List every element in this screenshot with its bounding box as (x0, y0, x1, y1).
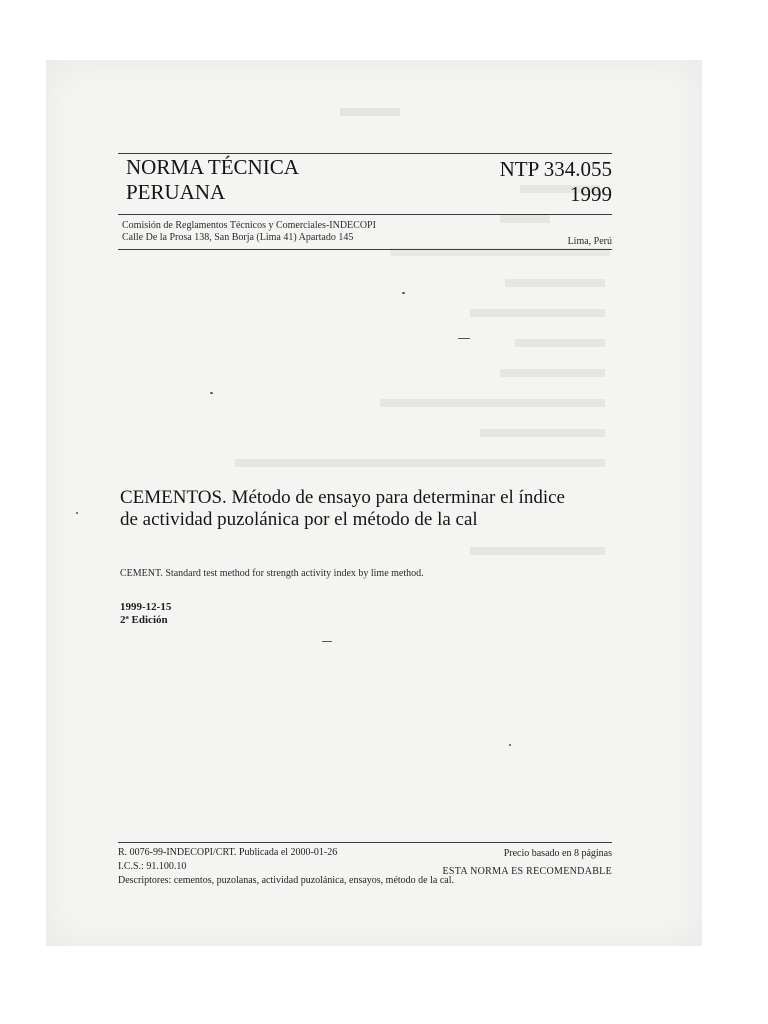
document-title-line1: CEMENTOS. Método de ensayo para determinar el índice (120, 487, 565, 508)
standard-title (126, 155, 299, 205)
scan-speck (458, 338, 470, 339)
standard-code-block (500, 157, 612, 207)
descriptors-text: Descriptores: cementos, puzolanas, actividad puzolánica, ensayos, método de la cal. (118, 875, 454, 886)
standard-title-line2: PERUANA (126, 180, 226, 204)
city-label: Lima, Perú (567, 236, 612, 247)
footer-left-block (118, 846, 454, 888)
scan-speck (322, 641, 332, 642)
resolution-text: R. 0076-99-INDECOPI/CRT. Publicada el 2000-01-26 (118, 847, 338, 858)
scan-speck (509, 744, 511, 746)
org-rule (118, 249, 612, 250)
organization-name: Comisión de Reglamentos Técnicos y Comerciales-INDECOPI (122, 220, 376, 231)
edition-label: 2ª Edición (120, 614, 168, 626)
ics-code: I.C.S.: 91.100.10 (118, 861, 187, 872)
document-title (120, 487, 565, 531)
organization-address: Calle De la Prosa 138, San Borja (Lima 41) Apartado 145 (122, 232, 354, 243)
document-title-line2: de actividad puzolánica por el método de la cal (120, 509, 478, 530)
scan-speck (402, 292, 405, 294)
recommendation-text: ESTA NORMA ES RECOMENDABLE (442, 866, 612, 877)
scan-speck (210, 392, 213, 394)
english-title: CEMENT. Standard test method for strength activity index by lime method. (120, 568, 424, 579)
organization-info (122, 220, 376, 244)
footer-rule (118, 842, 612, 843)
standard-title-line1: NORMA TÉCNICA (126, 155, 299, 179)
price-pages: Precio basado en 8 páginas (503, 848, 612, 859)
header-rule-bottom (118, 214, 612, 215)
standard-year: 1999 (570, 182, 612, 206)
approval-date: 1999-12-15 (120, 601, 172, 613)
scan-speck (76, 512, 78, 514)
header-rule-top (118, 153, 612, 154)
edition-info (120, 601, 171, 627)
standard-code: NTP 334.055 (499, 157, 612, 181)
